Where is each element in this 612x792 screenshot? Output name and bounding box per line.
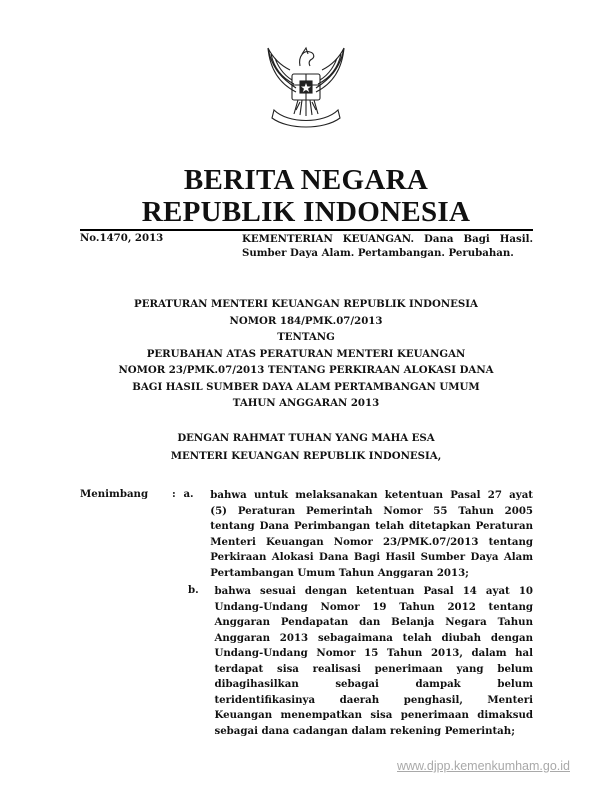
item-marker: b. bbox=[188, 584, 199, 596]
item-text-line: bahwa untuk melaksanakan ketentuan Pasal 27 ayat bbox=[210, 489, 533, 501]
considering-section bbox=[80, 488, 533, 739]
item-text-line: Pertambangan Umum Tahun Anggaran 2013; bbox=[210, 566, 469, 579]
gazette-title-line1: BERITA NEGARA bbox=[183, 164, 429, 196]
gazette-number: No.1470, 2013 bbox=[80, 232, 164, 244]
item-text-line: bahwa sesuai dengan ketentuan Pasal 14 ayat 10 bbox=[214, 585, 533, 597]
regulation-heading-line: PERATURAN MENTERI KEUANGAN REPUBLIK INDONESIA bbox=[134, 298, 478, 310]
gazette-subject-line: Sumber Daya Alam. Pertambangan. Perubahan. bbox=[242, 247, 514, 259]
item-marker: a. bbox=[183, 488, 194, 500]
considering-label: Menimbang bbox=[80, 488, 149, 500]
item-text-line: (5) Peraturan Pemerintah Nomor 55 Tahun 2005 bbox=[210, 504, 533, 517]
item-text-line: Menteri Keuangan Nomor 23/PMK.07/2013 tentang bbox=[210, 535, 533, 548]
item-text-line: terdapat sisa realisasi penerimaan yang belum bbox=[214, 662, 533, 675]
footer-website-link[interactable]: www.djpp.kemenkumham.go.id bbox=[397, 759, 570, 773]
item-text-line: Anggaran Pendapatan dan Belanja Negara Tahun bbox=[214, 616, 533, 628]
item-text-line: Anggaran 2013 sebagaimana telah diubah dengan bbox=[214, 631, 533, 644]
item-text-line: Perkiraan Alokasi Dana Bagi Hasil Sumber Daya Alam bbox=[210, 551, 533, 563]
item-text-line: Keuangan menempatkan sisa penerimaan dimaksud bbox=[214, 709, 533, 721]
regulation-heading-line: PERUBAHAN ATAS PERATURAN MENTERI KEUANGAN bbox=[146, 347, 466, 360]
item-text-line: Undang-Undang Nomor 15 Tahun 2013, dalam hal bbox=[214, 647, 533, 659]
regulation-heading-line: BAGI HASIL SUMBER DAYA ALAM PERTAMBANGAN UMUM bbox=[132, 380, 480, 393]
item-text-line: teridentifikasinya daerah penghasil, Menteri bbox=[214, 693, 533, 706]
regulation-heading-line: NOMOR 23/PMK.07/2013 TENTANG PERKIRAAN ALOKASI DANA bbox=[118, 364, 494, 376]
item-text bbox=[214, 584, 533, 739]
regulation-heading-line: TENTANG bbox=[277, 331, 335, 343]
invocation bbox=[0, 429, 612, 465]
gazette-subject bbox=[242, 232, 533, 260]
regulation-heading-line: TAHUN ANGGARAN 2013 bbox=[232, 397, 380, 409]
considering-colon: : bbox=[171, 488, 176, 500]
gazette-title-line2: REPUBLIK INDONESIA bbox=[141, 196, 471, 228]
gazette-subject-line: KEMENTERIAN KEUANGAN. Dana Bagi Hasil. bbox=[242, 233, 533, 245]
invocation-line: DENGAN RAHMAT TUHAN YANG MAHA ESA bbox=[177, 432, 435, 444]
invocation-line: MENTERI KEUANGAN REPUBLIK INDONESIA, bbox=[170, 450, 442, 462]
regulation-heading bbox=[0, 296, 612, 412]
item-text-line: dibagihasilkan sebagai dampak belum bbox=[214, 678, 533, 690]
item-text-line: Undang-Undang Nomor 19 Tahun 2012 tentang bbox=[214, 600, 533, 613]
garuda-pancasila-emblem-icon bbox=[260, 40, 352, 140]
item-text bbox=[210, 488, 533, 581]
considering-item-b bbox=[80, 584, 533, 739]
title-divider bbox=[80, 229, 533, 231]
item-text-line: sebagai dana cadangan dalam rekening Pemerintah; bbox=[214, 724, 515, 737]
considering-item-a bbox=[80, 488, 533, 581]
item-text-line: tentang Dana Perimbangan telah ditetapkan Peraturan bbox=[210, 520, 533, 532]
regulation-number: NOMOR 184/PMK.07/2013 bbox=[229, 314, 383, 327]
